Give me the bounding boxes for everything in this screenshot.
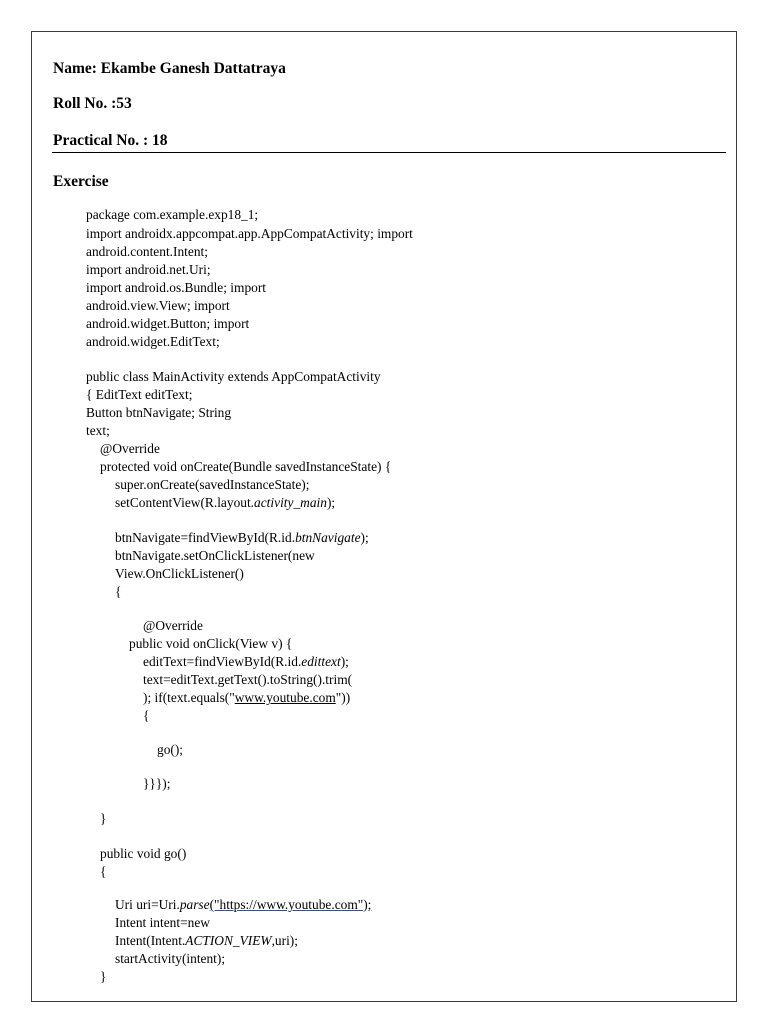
code-line: public void onClick(View v) { <box>129 636 293 651</box>
code-line: { <box>115 584 122 599</box>
code-line: android.widget.Button; import <box>86 316 250 331</box>
code-line: { <box>143 708 150 723</box>
code-line: android.content.Intent; <box>86 244 208 259</box>
code-line: Intent(Intent.ACTION_VIEW,uri); <box>115 933 298 948</box>
code-line: package com.example.exp18_1; <box>86 207 259 222</box>
code-line: ); if(text.equals("www.youtube.com")) <box>143 690 351 705</box>
code-line: btnNavigate=findViewById(R.id.btnNavigate); <box>115 530 369 545</box>
code-line: @Override <box>100 441 160 456</box>
code-line: protected void onCreate(Bundle savedInstanceState) { <box>100 459 392 474</box>
roll-number: Roll No. :53 <box>53 95 132 112</box>
code-line: import androidx.appcompat.app.AppCompatActivity; import <box>86 226 413 241</box>
code-line: super.onCreate(savedInstanceState); <box>115 477 310 492</box>
code-line: import android.os.Bundle; import <box>86 280 267 295</box>
code-line: View.OnClickListener() <box>115 566 244 581</box>
code-line: @Override <box>143 618 203 633</box>
code-line: Uri uri=Uri.parse("https://www.youtube.com"); <box>115 897 372 912</box>
exercise-heading: Exercise <box>53 173 109 190</box>
code-line: public void go() <box>100 846 187 861</box>
practical-number: Practical No. : 18 <box>53 132 168 149</box>
code-line: go(); <box>157 742 184 757</box>
youtube-link-text: www.youtube.com <box>234 690 336 705</box>
code-line: android.view.View; import <box>86 298 230 313</box>
header-divider <box>52 152 726 153</box>
student-name: Name: Ekambe Ganesh Dattatraya <box>53 60 286 77</box>
code-line: startActivity(intent); <box>115 951 226 966</box>
code-line: public class MainActivity extends AppCompatActivity <box>86 369 381 384</box>
youtube-url-text: ("https://www.youtube.com"); <box>209 897 372 912</box>
code-line: text=editText.getText().toString().trim( <box>143 672 353 687</box>
code-line: btnNavigate.setOnClickListener(new <box>115 548 315 563</box>
code-line: import android.net.Uri; <box>86 262 211 277</box>
code-line: } <box>100 969 107 984</box>
code-line: }}}); <box>143 776 171 791</box>
code-line: Intent intent=new <box>115 915 210 930</box>
code-line: android.widget.EditText; <box>86 334 220 349</box>
code-line: Button btnNavigate; String <box>86 405 232 420</box>
code-line: } <box>100 811 107 826</box>
code-line: setContentView(R.layout.activity_main); <box>115 495 336 510</box>
code-line: text; <box>86 423 110 438</box>
code-line: { EditText editText; <box>86 387 193 402</box>
code-line: { <box>100 864 107 879</box>
code-line: editText=findViewById(R.id.edittext); <box>143 654 349 669</box>
